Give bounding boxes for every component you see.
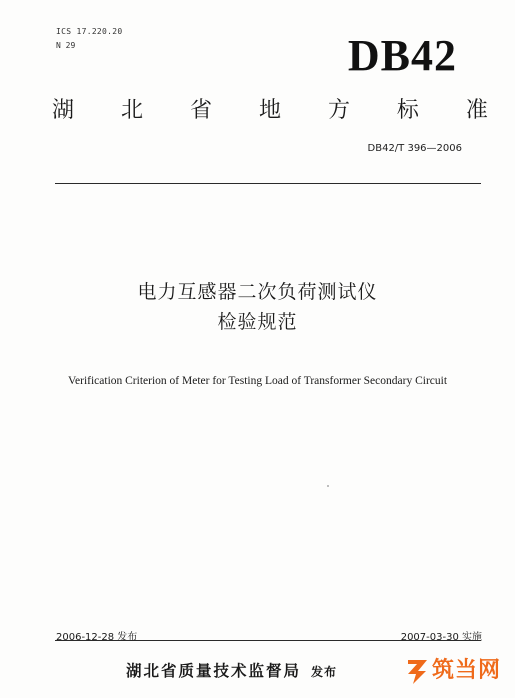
watermark[interactable] — [405, 654, 501, 688]
watermark-text: 筑当网 — [432, 658, 502, 683]
authority-char: 准 — [465, 98, 488, 123]
footer-divider — [55, 640, 481, 641]
publisher-name: 湖北省质量技术监督局 — [126, 662, 302, 680]
ccs-code: N 29 — [56, 41, 76, 50]
authority-char: 省 — [189, 98, 212, 123]
authority-char: 标 — [396, 98, 419, 123]
title-en: Verification Criterion of Meter for Testing Load of Transformer Secondary Circuit — [67, 375, 448, 387]
standard-number: DB42/T 396—2006 — [367, 143, 462, 154]
header-divider — [55, 183, 481, 184]
ics-code: ICS 17.220.20 — [56, 27, 123, 36]
publisher-line — [126, 660, 337, 683]
authority-char: 方 — [327, 98, 350, 123]
standard-authority — [52, 97, 488, 125]
authority-char: 北 — [120, 98, 143, 123]
authority-char: 湖 — [52, 98, 75, 123]
implement-date: 2007-03-30 实施 — [400, 632, 482, 643]
title-cn-line2: 检验规范 — [217, 311, 298, 333]
authority-char: 地 — [258, 98, 281, 123]
standard-mark: DB42 — [347, 31, 457, 80]
title-cn-line1: 电力互感器二次负荷测试仪 — [137, 281, 378, 303]
issue-date: 2006-12-28 发布 — [56, 632, 138, 643]
publish-action: 发布 — [311, 665, 338, 679]
zhudang-logo-icon — [405, 654, 431, 688]
scan-speck — [327, 485, 329, 487]
